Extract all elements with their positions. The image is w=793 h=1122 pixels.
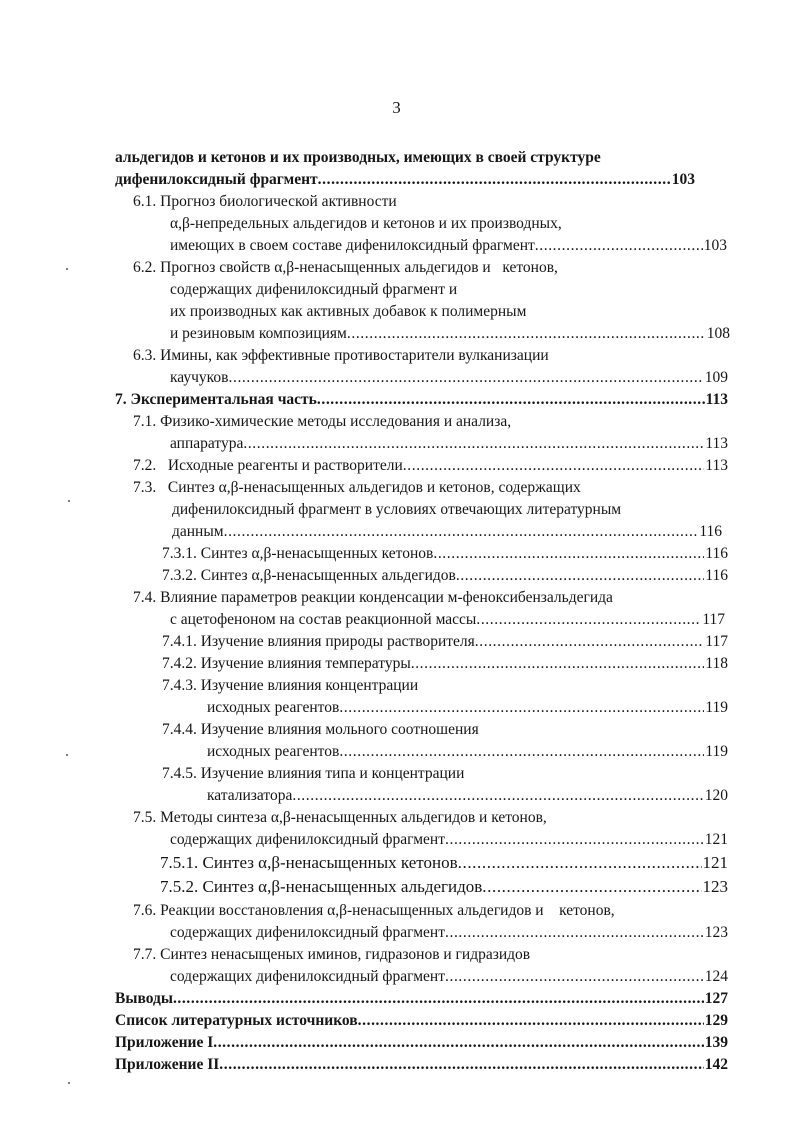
dot-leader	[229, 368, 704, 388]
toc-entry-7-3-2	[162, 566, 728, 586]
toc-entry-7-1	[170, 434, 728, 454]
toc-page: 116	[705, 567, 728, 584]
toc-page: 113	[705, 435, 728, 452]
toc-text: 7.4. Влияние параметров реакции конденсации м-феноксибензальдегида	[133, 589, 613, 606]
dot-leader	[445, 830, 704, 850]
dot-leader	[456, 566, 704, 586]
toc-page: 113	[705, 457, 728, 474]
toc-entry-6-1	[170, 236, 727, 256]
toc-line-7-3-cont	[172, 500, 621, 520]
toc-line-7-4-4	[162, 720, 479, 740]
toc-page: 129	[704, 1012, 728, 1029]
dot-leader	[482, 876, 701, 898]
dot-leader	[475, 632, 705, 652]
toc-text: 7.3.1. Синтез α,β-ненасыщенных кетонов	[162, 545, 434, 562]
dot-leader	[347, 324, 706, 344]
toc-text: 6.3. Имины, как эффективные противостарители вулканизации	[133, 347, 549, 364]
toc-text: альдегидов и кетонов и их производных, имеющих в своей структуре	[115, 149, 601, 166]
scan-speck	[66, 268, 68, 270]
toc-entry-7	[115, 390, 728, 410]
toc-line-7-4-3	[162, 676, 418, 696]
toc-entry-appendix-1	[115, 1033, 728, 1053]
dot-leader	[173, 989, 704, 1009]
toc-page: 116	[705, 545, 728, 562]
page-number: 3	[392, 98, 401, 117]
toc-text: 7.3.2. Синтез α,β-ненасыщенных альдегидов	[162, 567, 456, 584]
toc-text: дифенилоксидный фрагмент	[115, 171, 318, 188]
toc-text: их производных как активных добавок к полимерным	[170, 303, 527, 320]
toc-page: 118	[705, 655, 728, 672]
toc-text: содержащих дифенилоксидный фрагмент	[170, 924, 445, 941]
dot-leader	[458, 852, 702, 874]
toc-text: Приложение II	[115, 1056, 220, 1073]
toc-page: 113	[705, 391, 728, 408]
toc-entry-7-4	[170, 610, 725, 630]
scan-speck	[68, 1082, 70, 1084]
toc-line-6-1-cont	[170, 214, 562, 234]
toc-page: 103	[671, 171, 695, 188]
scan-speck	[68, 500, 70, 502]
toc-line-7-4	[133, 588, 613, 608]
toc-line-7-7	[133, 945, 530, 965]
dot-leader	[445, 923, 704, 943]
dot-leader	[224, 522, 699, 542]
toc-text: каучуков	[170, 369, 229, 386]
dot-leader	[445, 967, 704, 987]
toc-text: исходных реагентов	[207, 699, 340, 716]
dot-leader	[318, 170, 671, 190]
toc-entry-7-5-2	[160, 876, 728, 898]
toc-line-7-5	[133, 808, 547, 828]
dot-leader	[433, 544, 704, 564]
toc-entry-7-4-1	[162, 632, 728, 652]
toc-page: 119	[705, 743, 728, 760]
toc-text: 7.6. Реакции восстановления α,β-ненасыщенных альдегидов и кетонов,	[133, 902, 615, 919]
toc-text: 7.4.2. Изучение влияния температуры	[162, 655, 411, 672]
toc-page: 121	[704, 831, 728, 848]
toc-text: дифенилоксидный фрагмент в условиях отвечающих литературным	[172, 501, 622, 518]
toc-entry-7-7	[170, 967, 728, 987]
dot-leader	[213, 1033, 704, 1053]
dot-leader	[219, 1055, 703, 1075]
toc-text: имеющих в своем составе дифенилоксидный фрагмент	[170, 237, 535, 254]
toc-line-7-1	[133, 412, 511, 432]
toc-entry-7-3	[172, 522, 722, 542]
toc-text: 7.7. Синтез ненасыщеных иминов, гидразонов и гидразидов	[133, 946, 531, 963]
toc-text: с ацетофеноном на состав реакционной массы	[170, 611, 477, 628]
toc-entry-7-3-1	[162, 544, 728, 564]
toc-page: 123	[702, 877, 728, 896]
toc-text: 7.4.1. Изучение влияния природы растворителя	[162, 633, 475, 650]
dot-leader	[339, 698, 704, 718]
toc-text: содержащих дифенилоксидный фрагмент	[170, 831, 445, 848]
toc-page: 103	[703, 237, 727, 254]
toc-entry-7-2	[133, 456, 728, 476]
toc-page: 127	[704, 990, 728, 1007]
toc-page: 119	[705, 699, 728, 716]
toc-page: 120	[704, 787, 728, 804]
scan-speck	[66, 754, 68, 756]
toc-page: 108	[706, 325, 730, 342]
toc-entry-7-4-2	[162, 654, 728, 674]
toc-text: 7.5.2. Синтез α,β-ненасыщенных альдегидов	[160, 877, 483, 896]
toc-text: аппаратура	[170, 435, 244, 452]
toc-page: 117	[705, 633, 728, 650]
dot-leader	[358, 1011, 704, 1031]
toc-text: 7.4.4. Изучение влияния мольного соотношения	[162, 721, 479, 738]
dot-leader	[339, 742, 704, 762]
toc-page: 116	[699, 523, 722, 540]
toc-text: содержащих дифенилоксидный фрагмент и	[170, 281, 458, 298]
toc-entry-7-5-1	[160, 852, 728, 874]
toc-page: 123	[704, 924, 728, 941]
toc-entry-conclusions	[115, 989, 728, 1009]
toc-text: Приложение I	[115, 1034, 214, 1051]
toc-entry-7-5	[170, 830, 728, 850]
toc-text: исходных реагентов	[207, 743, 340, 760]
toc-entry-appendix-2	[115, 1055, 728, 1075]
toc-text: 6.1. Прогноз биологической активности	[133, 193, 397, 210]
toc-entry-heading-continued	[115, 170, 695, 190]
toc-line-6-1	[133, 192, 397, 212]
toc-text: данным	[172, 523, 224, 540]
toc-entry-7-4-4	[207, 742, 728, 762]
toc-text: 6.2. Прогноз свойств α,β-ненасыщенных альдегидов и кетонов,	[133, 259, 558, 276]
toc-page: 142	[704, 1056, 728, 1073]
toc-text: 7.4.3. Изучение влияния концентрации	[162, 677, 419, 694]
toc-text: Выводы	[115, 990, 173, 1007]
toc-line-6-2	[133, 258, 558, 278]
dot-leader	[403, 456, 705, 476]
dot-leader	[292, 786, 703, 806]
toc-entry-6-2	[170, 324, 730, 344]
dot-leader	[243, 434, 704, 454]
toc-text: катализатора	[207, 787, 293, 804]
toc-line-7-3	[133, 478, 581, 498]
toc-line-heading-continued	[115, 148, 601, 168]
toc-text: 7.2. Исходные реагенты и растворители	[133, 457, 403, 474]
toc-text: и резиновым композициям	[170, 325, 347, 342]
toc-page: 124	[704, 968, 728, 985]
toc-text: 7.5.1. Синтез α,β-ненасыщенных кетонов	[160, 853, 458, 872]
dot-leader	[317, 390, 705, 410]
toc-page: 121	[702, 853, 728, 872]
dot-leader	[476, 610, 701, 630]
toc-text: 7.5. Методы синтеза α,β-ненасыщенных альдегидов и кетонов,	[133, 809, 547, 826]
toc-text: Список литературных источников	[115, 1012, 358, 1029]
toc-page: 109	[704, 369, 728, 386]
toc-line-6-3	[133, 346, 549, 366]
toc-page: 139	[704, 1034, 728, 1051]
toc-line-7-4-5	[162, 764, 464, 784]
dot-leader	[535, 236, 703, 256]
toc-text: 7. Экспериментальная часть	[115, 391, 317, 408]
toc-text: 7.1. Физико-химические методы исследования и анализа,	[133, 413, 512, 430]
toc-line-7-6	[133, 901, 615, 921]
toc-entry-7-4-5	[207, 786, 728, 806]
toc-line-6-2-cont-1	[170, 280, 457, 300]
toc-entry-6-3	[170, 368, 728, 388]
toc-page: 117	[702, 611, 725, 628]
toc-text: 7.4.5. Изучение влияния типа и концентрации	[162, 765, 465, 782]
toc-entry-7-6	[170, 923, 728, 943]
dot-leader	[411, 654, 705, 674]
toc-text: α,β-непредельных альдегидов и кетонов и их производных,	[170, 215, 562, 232]
toc-text: 7.3. Синтез α,β-ненасыщенных альдегидов и кетонов, содержащих	[133, 479, 581, 496]
toc-entry-7-4-3	[207, 698, 728, 718]
toc-text: содержащих дифенилоксидный фрагмент	[170, 968, 445, 985]
toc-line-6-2-cont-2	[170, 302, 526, 322]
toc-entry-references	[115, 1011, 728, 1031]
